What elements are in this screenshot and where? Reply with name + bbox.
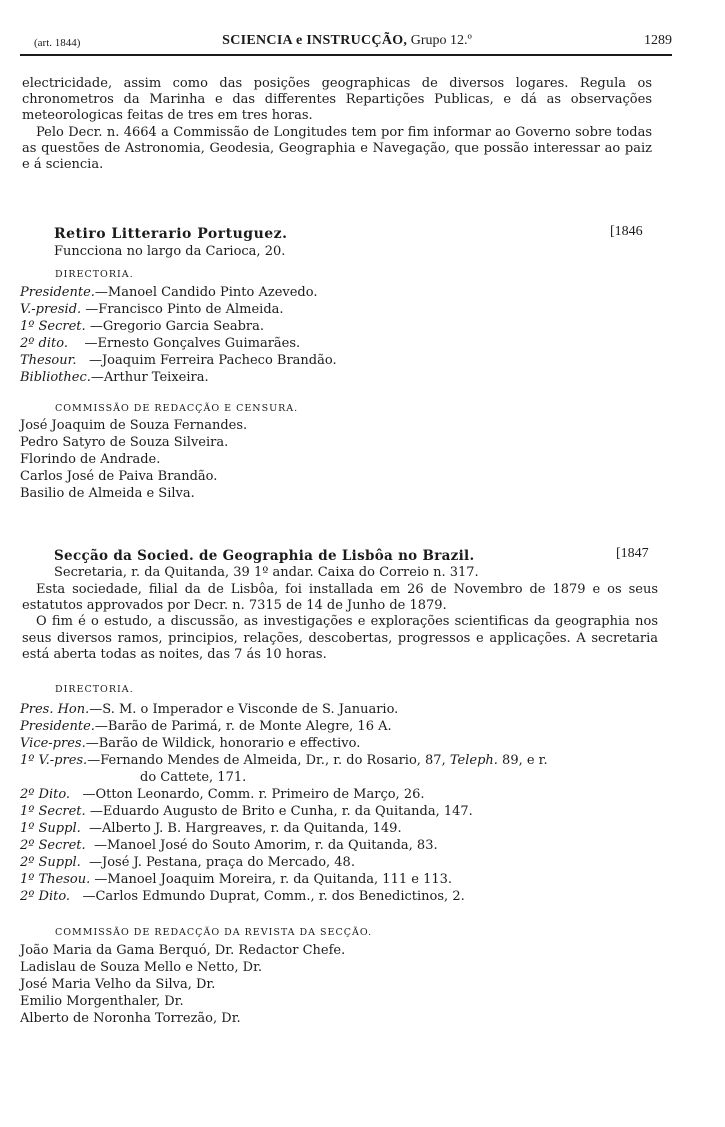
role-label: Thesour.	[20, 353, 77, 368]
list-item: Florindo de Andrade.	[20, 452, 161, 467]
role-label: Presidente.	[20, 719, 95, 734]
role-label: Vice-pres.	[20, 736, 86, 751]
member-name: —Eduardo Augusto de Brito e Cunha, r. da Quitanda, 147.	[89, 804, 473, 819]
list-item: Carlos José de Paiva Brandão.	[20, 469, 218, 484]
intro-paragraph-2: Pelo Decr. n. 4664 a Commissão de Longitudes tem por fim informar ao Governo sobre todas as questões de Astronomia, Geodesia, Geographia e Navegação, que possão interessar ao paiz e á sciencia.	[22, 124, 652, 173]
member-name: —Ernesto Gonçalves Guimarães.	[84, 336, 301, 351]
list-item: José Maria Velho da Silva, Dr.	[20, 977, 216, 992]
role-label: 1º Secret.	[20, 804, 86, 819]
member-name: —Joaquim Ferreira Pacheco Brandão.	[88, 353, 337, 368]
header-title	[22, 33, 672, 49]
role-label: 2º dito.	[20, 336, 68, 351]
running-header	[22, 33, 672, 53]
seccao-revista-heading: COMMISSÃO DE REDACÇÃO DA REVISTA DA SECÇÃO.	[55, 927, 373, 938]
intro-text	[22, 76, 652, 173]
role-label: 1º V.-pres.	[20, 753, 88, 768]
retiro-title: Retiro Litterario Portuguez.	[54, 226, 288, 242]
role-label: Bibliothec.	[20, 370, 91, 385]
role-label: Presidente.	[20, 285, 95, 300]
member-name: —Barão de Parimá, r. de Monte Alegre, 16 A.	[94, 719, 392, 734]
list-item: Pedro Satyro de Souza Silveira.	[20, 435, 229, 450]
member-name: —Manoel José do Souto Amorim, r. da Quitanda, 83.	[93, 838, 438, 853]
list-item	[20, 736, 360, 751]
list-item	[20, 838, 438, 853]
role-label: 1º Suppl.	[20, 821, 81, 836]
header-rule	[20, 54, 672, 56]
member-name: —Alberto J. B. Hargreaves, r. da Quitanda, 149.	[89, 821, 402, 836]
seccao-directoria-heading: DIRECTORIA.	[55, 684, 134, 695]
list-item	[20, 787, 425, 802]
teleph-number: 89, e r.	[502, 753, 548, 768]
role-label: 2º Secret.	[20, 838, 86, 853]
member-name: —Arthur Teixeira.	[90, 370, 209, 385]
intro-paragraph-1: electricidade, assim como das posições geographicas de diversos logares. Regula os chronometros da Marinha e das differentes Repartições Publicas, e dá as observações meteorologicas feitas de tres em tres horas.	[22, 76, 652, 124]
seccao-text	[22, 582, 658, 663]
page-number: 1289	[644, 33, 672, 48]
member-name: —Otton Leonardo, Comm. r. Primeiro de Março, 26.	[82, 787, 425, 802]
list-item	[20, 719, 392, 734]
role-label: V.-presid.	[20, 302, 82, 317]
role-label: 2º Dito.	[20, 889, 71, 904]
list-item	[20, 855, 355, 870]
member-name: —Gregorio Garcia Seabra.	[89, 319, 265, 334]
list-item	[20, 336, 300, 351]
member-name: —Manoel Candido Pinto Azevedo.	[94, 285, 318, 300]
role-label: 2º Dito.	[20, 787, 71, 802]
header-group: Grupo 12.º	[410, 33, 472, 48]
header-article-ref: (art. 1844)	[34, 37, 81, 49]
retiro-address: Funcciona no largo da Carioca, 20.	[54, 244, 286, 259]
member-name: —Fernando Mendes de Almeida, Dr., r. do Rosario, 87,	[87, 753, 446, 768]
list-item	[20, 370, 209, 385]
list-item: Ladislau de Souza Mello e Netto, Dr.	[20, 960, 262, 975]
member-name: —Barão de Wildick, honorario e effectivo.	[85, 736, 361, 751]
role-label: 2º Suppl.	[20, 855, 81, 870]
list-item	[20, 702, 398, 717]
list-item: Basilio de Almeida e Silva.	[20, 486, 195, 501]
seccao-paragraph-1: Esta sociedade, filial da de Lisbôa, foi installada em 26 de Novembro de 1879 e os seus estatutos approvados por Decr. n. 7315 de 14 de Junho de 1879.	[22, 582, 658, 614]
retiro-commissao-heading: COMMISSÃO DE REDACÇÃO E CENSURA.	[55, 403, 299, 414]
member-name: —Carlos Edmundo Duprat, Comm., r. dos Benedictinos, 2.	[82, 889, 465, 904]
role-label: Pres. Hon.	[20, 702, 90, 717]
seccao-title: Secção da Socied. de Geographia de Lisbôa no Brazil.	[54, 548, 475, 564]
list-item: João Maria da Gama Berquó, Dr. Redactor Chefe.	[20, 943, 346, 958]
list-item	[20, 804, 473, 819]
list-item	[20, 319, 264, 334]
list-item	[20, 302, 284, 317]
member-name: —José J. Pestana, praça do Mercado, 48.	[89, 855, 355, 870]
member-name: —Manoel Joaquim Moreira, r. da Quitanda, 111 e 113.	[94, 872, 453, 887]
role-label: 1º Secret.	[20, 319, 86, 334]
role-label: 1º Thesou.	[20, 872, 91, 887]
list-item	[20, 872, 452, 887]
seccao-year: [1847	[616, 546, 649, 561]
header-section-title: SCIENCIA e INSTRUCÇÃO,	[222, 33, 408, 48]
member-name: —Francisco Pinto de Almeida.	[85, 302, 284, 317]
list-item-continuation: do Cattete, 171.	[140, 770, 247, 785]
list-item	[20, 285, 317, 300]
seccao-address: Secretaria, r. da Quitanda, 39 1º andar. Caixa do Correio n. 317.	[54, 565, 479, 580]
list-item	[20, 821, 402, 836]
retiro-year: [1846	[610, 224, 643, 239]
retiro-directoria-heading: DIRECTORIA.	[55, 269, 134, 280]
seccao-paragraph-2: O fim é o estudo, a discussão, as investigações e explorações scientificas da geographia nos seus diversos ramos, principios, relações, descobertas, progressos e applicações. A secretaria está aberta todas as noites, das 7 ás 10 horas.	[22, 614, 658, 662]
list-item: Emilio Morgenthaler, Dr.	[20, 994, 184, 1009]
list-item: Alberto de Noronha Torrezão, Dr.	[20, 1011, 241, 1026]
list-item	[20, 353, 337, 368]
list-item	[20, 889, 465, 904]
teleph-label: Teleph.	[449, 753, 498, 768]
list-item: José Joaquim de Souza Fernandes.	[20, 418, 248, 433]
list-item	[20, 753, 548, 768]
member-name: —S. M. o Imperador e Visconde de S. Januario.	[89, 702, 399, 717]
